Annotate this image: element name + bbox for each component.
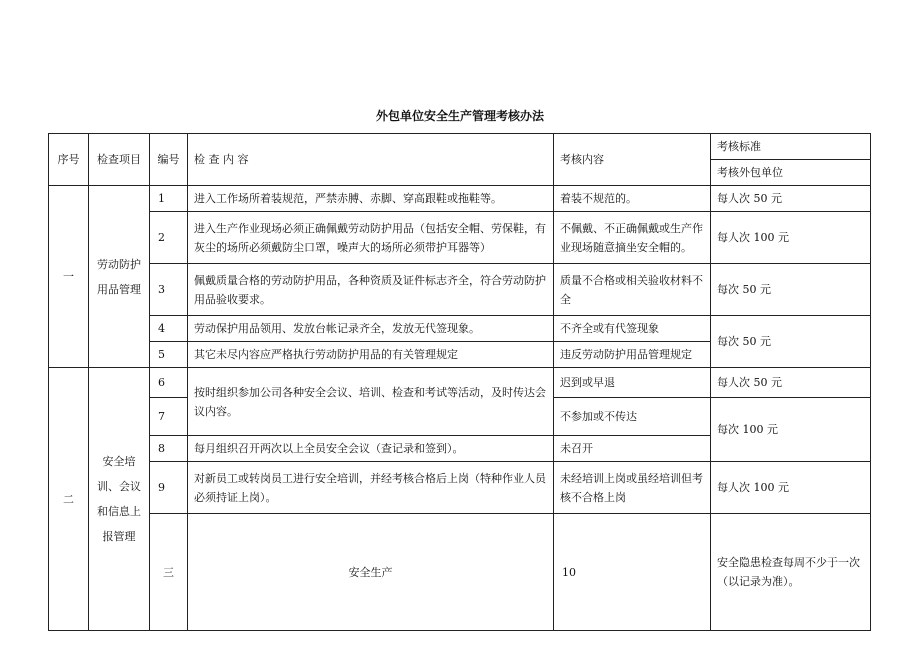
row-assess: 不佩戴、不正确佩戴或生产作业现场随意摘坐安全帽的。 — [554, 212, 711, 264]
row-standard: 每人次 100 元 — [711, 462, 871, 514]
row-assess: 未召开 — [554, 436, 711, 462]
row-content: 进入生产作业现场必须正确佩戴劳动防护用品（包括安全帽、劳保鞋，有灰尘的场所必须戴防尘口罩，噪声大的场所必须带护耳器等） — [188, 212, 554, 264]
row-no: 2 — [150, 212, 188, 264]
row-assess: 违反劳动防护用品管理规定 — [554, 342, 711, 368]
row-content: 按时组织参加公司各种安全会议、培训、检查和考试等活动，及时传达会议内容。 — [188, 368, 554, 436]
row-standard: 每人次 100 元 — [711, 212, 871, 264]
section-item: 安全生产 — [188, 514, 554, 631]
row-no: 3 — [150, 264, 188, 316]
row-content: 劳动保护用品领用、发放台帐记录齐全，发放无代签现象。 — [188, 316, 554, 342]
row-content: 进入工作场所着装规范，严禁赤膊、赤脚、穿高跟鞋或拖鞋等。 — [188, 186, 554, 212]
row-content: 对新员工或转岗员工进行安全培训，并经考核合格后上岗（特种作业人员必须持证上岗）。 — [188, 462, 554, 514]
row-no: 10 — [554, 514, 711, 631]
row-assess: 不齐全或有代签现象 — [554, 316, 711, 342]
header-row — [49, 134, 871, 160]
row-assess: 不参加或不传达 — [554, 398, 711, 436]
section-seq: 一 — [49, 186, 89, 368]
row-content: 每月组织召开两次以上全员安全会议（查记录和签到）。 — [188, 436, 554, 462]
table-row — [49, 514, 871, 631]
header-standard: 考核标准 — [711, 134, 871, 160]
row-standard: 每次 50 元 — [711, 316, 871, 368]
table-row — [49, 462, 871, 514]
row-content: 佩戴质量合格的劳动防护用品，各种资质及证件标志齐全，符合劳动防护用品验收要求。 — [188, 264, 554, 316]
header-sub: 考核外包单位 — [711, 160, 871, 186]
table-row — [49, 368, 871, 398]
assessment-table — [48, 133, 871, 631]
row-no: 7 — [150, 398, 188, 436]
row-no: 6 — [150, 368, 188, 398]
header-content: 检 查 内 容 — [188, 134, 554, 186]
row-standard: 每次 50 元 — [711, 264, 871, 316]
row-content: 安全隐患检查每周不少于一次（以记录为准）。 — [711, 514, 871, 631]
row-standard: 每次 100 元 — [711, 398, 871, 462]
row-assess: 质量不合格或相关验收材料不全 — [554, 264, 711, 316]
row-standard: 每人次 50 元 — [711, 186, 871, 212]
header-seq: 序号 — [49, 134, 89, 186]
row-assess: 未经培训上岗或虽经培训但考核不合格上岗 — [554, 462, 711, 514]
row-no: 8 — [150, 436, 188, 462]
row-standard: 每人次 50 元 — [711, 368, 871, 398]
header-assess: 考核内容 — [554, 134, 711, 186]
section-item: 劳动防护用品管理 — [89, 186, 150, 368]
table-row — [49, 316, 871, 342]
section-item: 安全培训、会议和信息上报管理 — [89, 368, 150, 631]
row-assess: 迟到或早退 — [554, 368, 711, 398]
row-assess: 着装不规范的。 — [554, 186, 711, 212]
document-title: 外包单位安全生产管理考核办法 — [375, 109, 544, 123]
row-no: 5 — [150, 342, 188, 368]
table-row — [49, 212, 871, 264]
row-no: 4 — [150, 316, 188, 342]
table-row — [49, 264, 871, 316]
row-no: 9 — [150, 462, 188, 514]
section-seq: 二 — [49, 368, 89, 631]
section-seq: 三 — [150, 514, 188, 631]
table-row — [49, 186, 871, 212]
row-no: 1 — [150, 186, 188, 212]
row-content: 其它未尽内容应严格执行劳动防护用品的有关管理规定 — [188, 342, 554, 368]
header-no: 编号 — [150, 134, 188, 186]
header-item: 检查项目 — [89, 134, 150, 186]
